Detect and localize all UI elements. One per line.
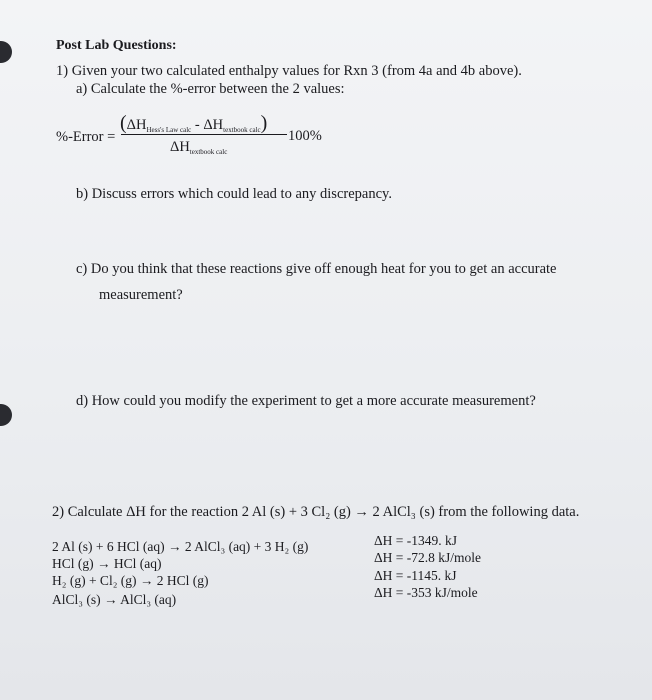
page-heading: Post Lab Questions: — [56, 38, 177, 53]
question-1-intro: 1) Given your two calculated enthalpy values for Rxn 3 (from 4a and 4b above). — [56, 63, 522, 79]
reaction-1: 2 Al (s) + 6 HCl (aq) → 2 AlCl₃ (aq) + 3 H₂ (g) — [52, 539, 309, 554]
reaction-4: AlCl₃ (s) → AlCl₃ (aq) — [52, 592, 177, 607]
question-2-intro: 2) Calculate ΔH for the reaction 2 Al (s) + 3 Cl₂ (g) → 2 AlCl₃ (s) from the following data. — [52, 504, 580, 520]
formula-denominator: $\Delta H_{textbook calc}$ — [170, 139, 228, 156]
fraction-bar — [121, 134, 287, 135]
question-1d: d) How could you modify the experiment to get a more accurate measurement? — [76, 393, 536, 409]
reaction-3: H₂ (g) + Cl₂ (g) → 2 HCl (g) — [52, 573, 209, 588]
formula-lhs: %-Error = — [56, 129, 116, 145]
formula-times: 100% — [288, 128, 322, 144]
binder-hole-top — [0, 41, 12, 63]
question-1b: b) Discuss errors which could lead to any discrepancy. — [76, 186, 392, 202]
binder-hole-bottom — [0, 404, 12, 426]
enthalpy-3: ΔH = -1145. kJ — [374, 568, 457, 583]
question-1c-line1: c) Do you think that these reactions give off enough heat for you to get an accurate — [76, 261, 557, 277]
formula-numerator: $(\Delta H_{Hess's Law calc} - \Delta H_{textbook calc})$ — [120, 112, 268, 134]
question-1a: a) Calculate the %-error between the 2 values: — [76, 81, 345, 97]
enthalpy-4: ΔH = -353 kJ/mole — [374, 585, 478, 600]
question-1c-line2: measurement? — [99, 287, 183, 303]
reaction-2: HCl (g) → HCl (aq) — [52, 556, 162, 571]
enthalpy-1: ΔH = -1349. kJ — [374, 533, 458, 548]
enthalpy-2: ΔH = -72.8 kJ/mole — [374, 550, 482, 565]
